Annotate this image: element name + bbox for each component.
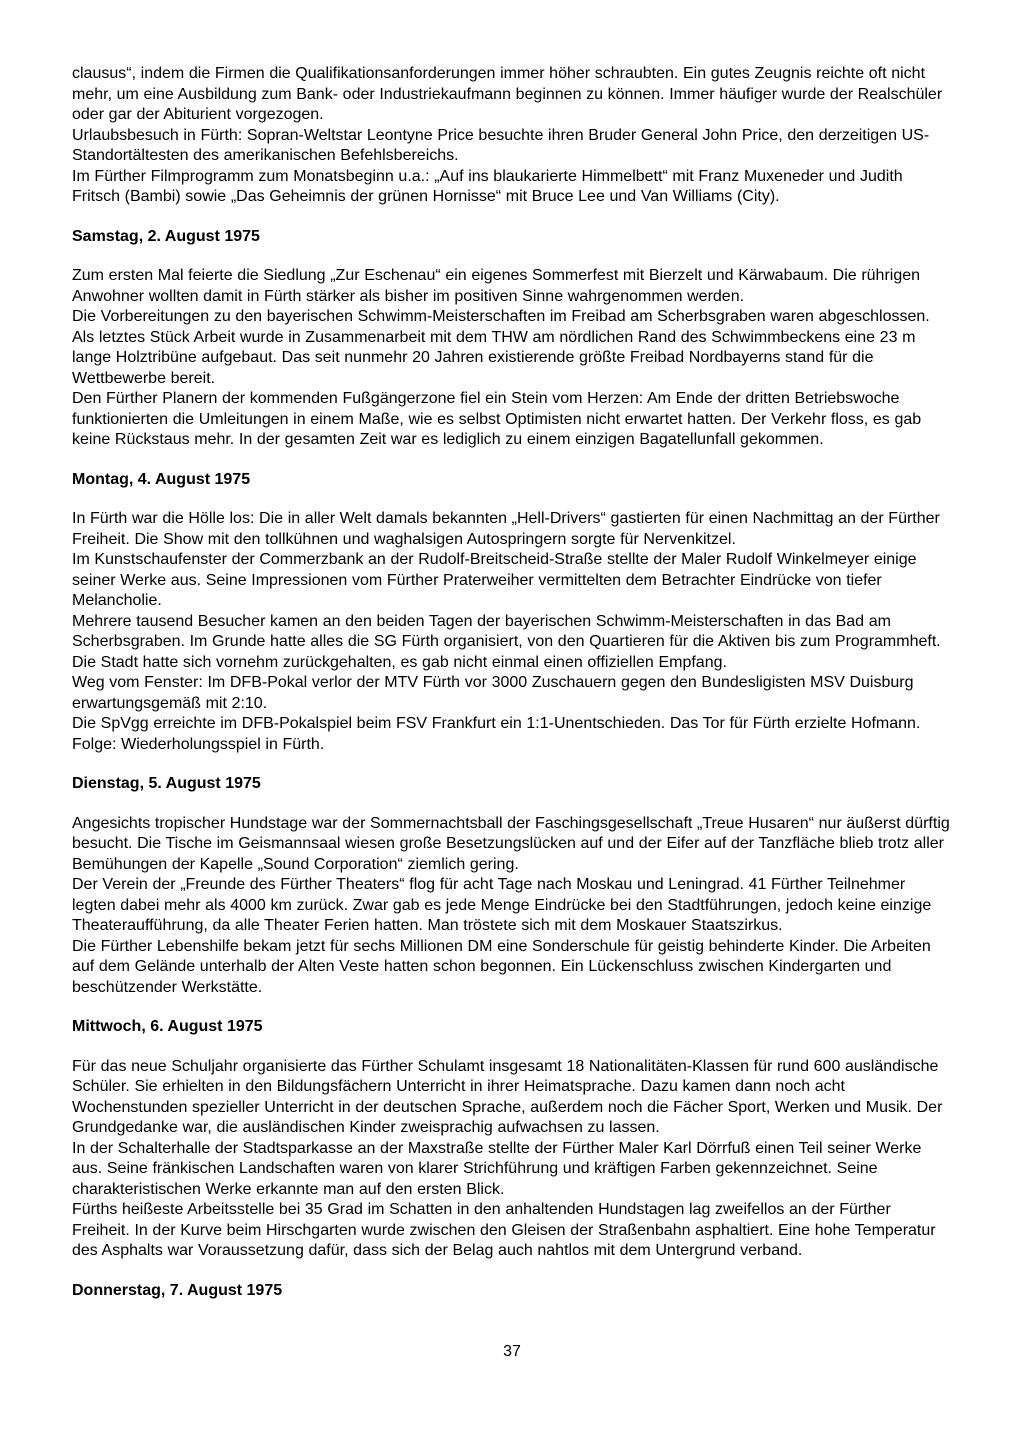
section-donnerstag-7-august: [72, 1281, 950, 1302]
paragraph: Die Fürther Lebenshilfe bekam jetzt für sechs Millionen DM eine Sonderschule für geistig behinderte Kinder. Die Arbeiten auf dem Gelände unterhalb der Alten Veste hatten schon begonnen. Ein Lückenschluss zwischen Kindergarten und beschützender Werkstätte.: [72, 937, 931, 996]
section-heading: Dienstag, 5. August 1975: [72, 775, 261, 792]
document-content: [72, 64, 950, 1301]
paragraph: In der Schalterhalle der Stadtsparkasse an der Maxstraße stellte der Fürther Maler Karl Dörrfuß einen Teil seiner Werke aus. Seine fränkischen Landschaften waren von klarer Strichführung und kräftigen Farben gekennzeichnet. Seine charakteristischen Werke erkannte man auf den ersten Blick.: [72, 1139, 922, 1198]
section-intro: [72, 64, 950, 208]
paragraph: Im Kunstschaufenster der Commerzbank an der Rudolf-Breitscheid-Straße stellte der Maler Rudolf Winkelmeyer einige seiner Werke aus. Seine Impressionen vom Fürther Praterweiher vermittelten dem Betrachter Eindrücke von tiefer Melancholie.: [72, 551, 917, 609]
paragraph: Die SpVgg erreichte im DFB-Pokalspiel beim FSV Frankfurt ein 1:1-Unentschieden. Das Tor für Fürth erzielte Hofmann. Folge: Wiederholungsspiel in Fürth.: [72, 715, 921, 753]
section-mittwoch-6-august: [72, 1017, 950, 1262]
section-heading: Mittwoch, 6. August 1975: [72, 1018, 263, 1035]
section-heading: Samstag, 2. August 1975: [72, 227, 260, 245]
section-heading: Montag, 4. August 1975: [72, 470, 251, 488]
paragraph: Fürths heißeste Arbeitsstelle bei 35 Grad im Schatten in den anhaltenden Hundstagen lag zweifellos an der Fürther Freiheit. In der Kurve beim Hirschgarten wurde zwischen den Gleisen der Straßenbahn asphaltiert. Eine hohe Temperatur des Asphalts war Voraussetzung dafür, dass sich der Belag auch nahtlos mit dem Untergrund verband.: [72, 1201, 936, 1259]
paragraph: Der Verein der „Freunde des Fürther Theaters“ flog für acht Tage nach Moskau und Leningrad. 41 Fürther Teilnehmer legten dabei mehr als 4000 km zurück. Zwar gab es jede Menge Eindrücke bei den Stadtführungen, jedoch keine einzige Theateraufführung, da alle Theater Ferien hatten. Man tröstete sich mit dem Moskauer Staatszirkus.: [72, 876, 932, 934]
paragraph: Im Fürther Filmprogramm zum Monatsbeginn u.a.: „Auf ins blaukarierte Himmelbett“ mit Franz Muxeneder und Judith Fritsch (Bambi) sowie „Das Geheimnis der grünen Hornisse“ mit Bruce Lee und Van Williams (City).: [72, 167, 903, 205]
section-dienstag-5-august: [72, 774, 950, 998]
paragraph: Für das neue Schuljahr organisierte das Fürther Schulamt insgesamt 18 Nationalitäten-Klassen für rund 600 ausländische Schüler. Sie erhielten in den Bildungsfächern Unterricht in ihrer Heimatsprache. Dazu kamen dann noch acht Wochenstunden spezieller Unterricht in der deutschen Sprache, außerdem noch die Fächer Sport, Werken und Musik. Der Grundgedanke war, die ausländischen Kinder zweisprachig aufwachsen zu lassen.: [72, 1057, 943, 1136]
paragraph: Weg vom Fenster: Im DFB-Pokal verlor der MTV Fürth vor 3000 Zuschauern gegen den Bundesligisten MSV Duisburg erwartungsgemäß mit 2:10.: [72, 674, 914, 712]
section-heading: Donnerstag, 7. August 1975: [72, 1281, 283, 1299]
paragraph: Angesichts tropischer Hundstage war der Sommernachtsball der Faschingsgesellschaft „Treue Husaren“ nur äußerst dürftig besucht. Die Tische im Geismannsaal wiesen große Besetzungslücken auf und der Eifer auf der Tanzfläche blieb trotz aller Bemühungen der Kapelle „Sound Corporation“ ziemlich gering.: [72, 814, 950, 873]
section-samstag-2-august: [72, 227, 950, 451]
section-montag-4-august: [72, 470, 950, 756]
paragraph: Die Vorbereitungen zu den bayerischen Schwimm-Meisterschaften im Freibad am Scherbsgraben waren abgeschlossen. Als letztes Stück Arbeit wurde in Zusammenarbeit mit dem THW am nördlichen Rand des Schwimmbeckens eine 23 m lange Holztribüne aufgebaut. Das seit nunmehr 20 Jahren existierende größte Freibad Nordbayerns stand für die Wettbewerbe bereit.: [72, 308, 930, 387]
paragraph: Zum ersten Mal feierte die Siedlung „Zur Eschenau“ ein eigenes Sommerfest mit Bierzelt und Kärwabaum. Die rührigen Anwohner wollten damit in Fürth stärker als bisher im positiven Sinne wahrgenommen werden.: [72, 267, 921, 305]
paragraph: Mehrere tausend Besucher kamen an den beiden Tagen der bayerischen Schwimm-Meisterschaften in das Bad am Scherbsgraben. Im Grunde hatte alles die SG Fürth organisiert, von den Quartieren für die Aktiven bis zum Programmheft. Die Stadt hatte sich vornehm zurückgehalten, es gab nicht einmal einen offiziellen Empfang.: [72, 612, 941, 671]
paragraph: Den Fürther Planern der kommenden Fußgängerzone fiel ein Stein vom Herzen: Am Ende der dritten Betriebswoche funktionierten die Umleitungen in einem Maße, wie es selbst Optimisten nicht erwartet hatten. Der Verkehr floss, es gab keine Rückstaus mehr. In der gesamten Zeit war es lediglich zu einem einzigen Bagatellunfall gekommen.: [72, 390, 922, 448]
paragraph: In Fürth war die Hölle los: Die in aller Welt damals bekannten „Hell-Drivers“ gastierten für einen Nachmittag an der Fürther Freiheit. Die Show mit den tollkühnen und waghalsigen Autospringern sorgte für Nervenkitzel.: [72, 510, 940, 548]
paragraph: clausus“, indem die Firmen die Qualifikationsanforderungen immer höher schraubten. Ein gutes Zeugnis reichte oft nicht mehr, um eine Ausbildung zum Bank- oder Industriekaufmann beginnen zu können. Immer häufiger wurde der Realschüler oder gar der Abiturient vorgezogen.: [72, 65, 943, 123]
paragraph: Urlaubsbesuch in Fürth: Sopran-Weltstar Leontyne Price besuchte ihren Bruder General John Price, den derzeitigen US-Standortältesten des amerikanischen Befehlsbereichs.: [72, 126, 930, 164]
page-number: 37: [503, 1343, 521, 1360]
